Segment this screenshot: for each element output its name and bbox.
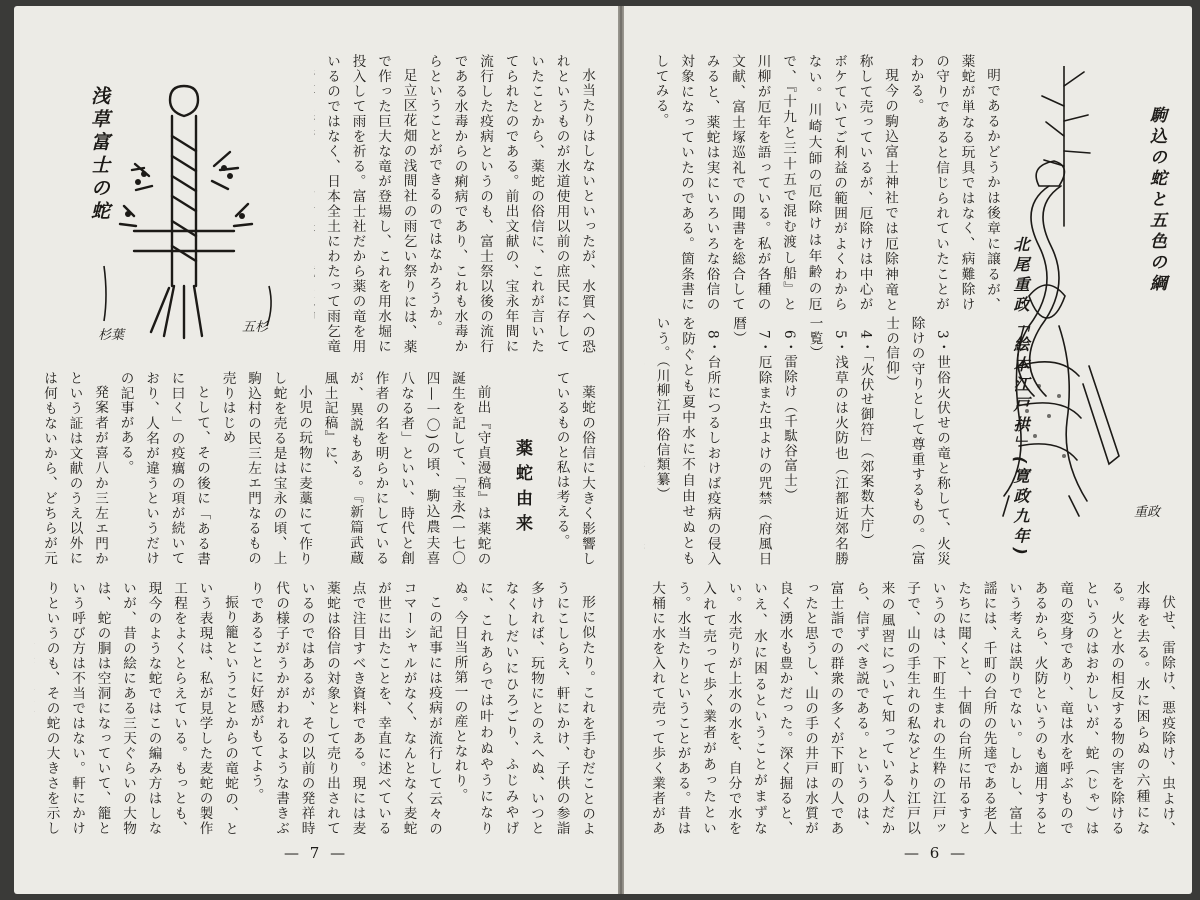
page-left [14,6,618,894]
section-heading: 薬蛇由来 [512,439,532,539]
paragraph: 振り籠ということからの竜蛇の、という表現は、私が見学した麦蛇の製作工程をよくとらえている。もっとも、現今のような蛇ではこの編み方はしないが、昔の絵にある三天ぐらいの大物は、蛇の胴は空洞になっていて、籠という呼び方は不当ではない。軒にかけりというのも、その蛇の大きさを示し [43,581,238,836]
left-bottom-text [34,581,599,836]
paragraph: 足立区花畑の浅間社の雨乞い祭りには、薬で作った巨大な竜が登場し、これを用水堀に投入して雨を祈る。富士社だから薬の竜を用いるのではなく、日本全土にわたって雨乞竜 [324,54,417,354]
right-bottom-text [644,581,1179,836]
page-number: — 6 — [904,844,969,862]
right-list-text [644,316,954,566]
illustration-source-caption: 北尾重政「絵本江戸拱」(寛政九年) [1011,236,1030,559]
list-item: 7・厄除また虫よけの咒禁（府風日暦） [730,316,772,566]
list-item: 6・雷除け（千駄谷富士） [781,329,797,503]
list-item: 5・浅草のは火防也（江都近郊名勝一覧） [806,316,848,566]
left-lower-text [34,371,599,566]
illustration-signature-right: 五杉 [242,320,269,335]
list-item [644,316,648,566]
illustration-signature-left: 杉葉 [98,328,125,343]
list-item: 3・世俗火伏せの竜と称して、火災除けの守りとして尊重するもの。（富士の信仰） [883,316,950,566]
list-item: 8・台所につるしおけば疫病の侵入を防ぐとも夏中水に不自由せぬともいう。（川柳江戸俗信類纂） [653,316,721,566]
paragraph: 水当たりはしないといったが、水質への恐れというものが水道使用以前の庶民に存していたことから、薬蛇の俗信に、これが言いたてられたのである。前出文献の、宝永年間に流行した疫病というのも、富士祭以後の流行である水毒からの痢病であり、これも水毒からということができるのではなかろうか。 [426,54,595,354]
right-upper-text [644,54,1004,312]
list-item: 4・「火伏せ御符」（郊案数大庁） [857,329,874,548]
page-number: — 7 — [284,844,349,862]
paragraph: として、その後に「ある書に曰く」の疫癘の項が続いており、人名が違うというだけの記事がある。 [117,371,210,566]
quotation: 小児の玩物に麦藁にて作りし蛇を売る是は宝永の頃、上駒込村の民三左エ門なるもの売りはじめ [219,371,312,566]
asakusa-illustration-caption: 浅草富士の蛇 [88,86,110,224]
paragraph: 形に似たり。これを手むだことのようにこしらえ、軒にかけ、子供の参詣多ければ、玩物にとのえへぬ、いつとなくしだいにひろごり、ふじみやげに、これあらでは叶わぬやうになりぬ。今日当所第一の産となれり。 [451,581,595,836]
illustration-signature: 重政 [1134,505,1161,520]
list-item [644,54,647,312]
left-upper-text [314,54,599,354]
paragraph: 薬蛇の俗信に大きく影響しているものと私は考える。 [553,371,595,566]
paragraph: 明であるかどうかは後章に譲るが、薬蛇が単なる玩具ではなく、病難除けの守りであると信じられていたことがわかる。 [907,54,1000,312]
paragraph: 前出『守貞漫稿』は薬蛇の誕生を記して、「宝永(一七〇四—一〇)の頃、駒込農夫喜八なる者」といい、時代と創作者の名を明らかにしているが、異説もある。『新篇武蔵風土記稿』に、 [321,371,491,566]
komagome-illustration-caption: 駒込の蛇と五色の綱 [1146,106,1166,295]
paragraph: この記事には疫病が流行して云々のコマーシャルがなく、なんとなく麦蛇が世に出たことを、幸直に述べている点で注目すべき資料である。現には麦薬蛇は俗信の対象として売り出されているのではあるが、その以前の発祥時代の様子がうかがわれるような書きぶりであることに好感がもてよう。 [247,581,442,836]
paragraph: 現今の駒込富士神社では厄除神竜と称して売っているが、厄除けは中心がボケていてご利益の範囲がよくわからない。川崎大師の厄除けは年齢の厄で、『十九と三十五で混む渡し船』と川柳が厄年を語っている。私が各種の文献、富士塚巡礼での聞書を総合してみると、薬蛇は実にいろいろな俗信の対象になっていたのである。箇条書にしてみる。 [652,54,898,312]
paragraph: 伏せ、雷除け、悪疫除け、虫よけ、水毒を去る。水に困らぬの六種になる。火と水の相反する物の害を除けるというのはおかしいが、蛇（じゃ）は竜の変身であり、竜は水を呼ぶものであるから、火防というのも適用するという考えは誤りでない。しかし、富士謡には、千町の台所の先達である老人たちに聞くと、十個の台所に吊るすというのは、下町生まれの生粋の江戸ッ子で、山の手生れの私などより江戸以来の風習について知っている人だから、信ずべき説である。というのは、富士詣での群衆の多くが下町の人であったと思うし、山の手の井戸は水質が良く湧水も豊かだった。深く掘ると、いえ、水に困るということがまずない。水売りが上水の水を、自分で水を入れて売って歩く業者があったという。水当たりということがある。昔は大桶に水を入れて売って歩く業者があ [649,581,1175,836]
page-right [624,6,1192,894]
paragraph: 発案者が喜八か三左エ門かという証は文献のうえ以外には何もないから、どちらが元 [41,371,108,566]
